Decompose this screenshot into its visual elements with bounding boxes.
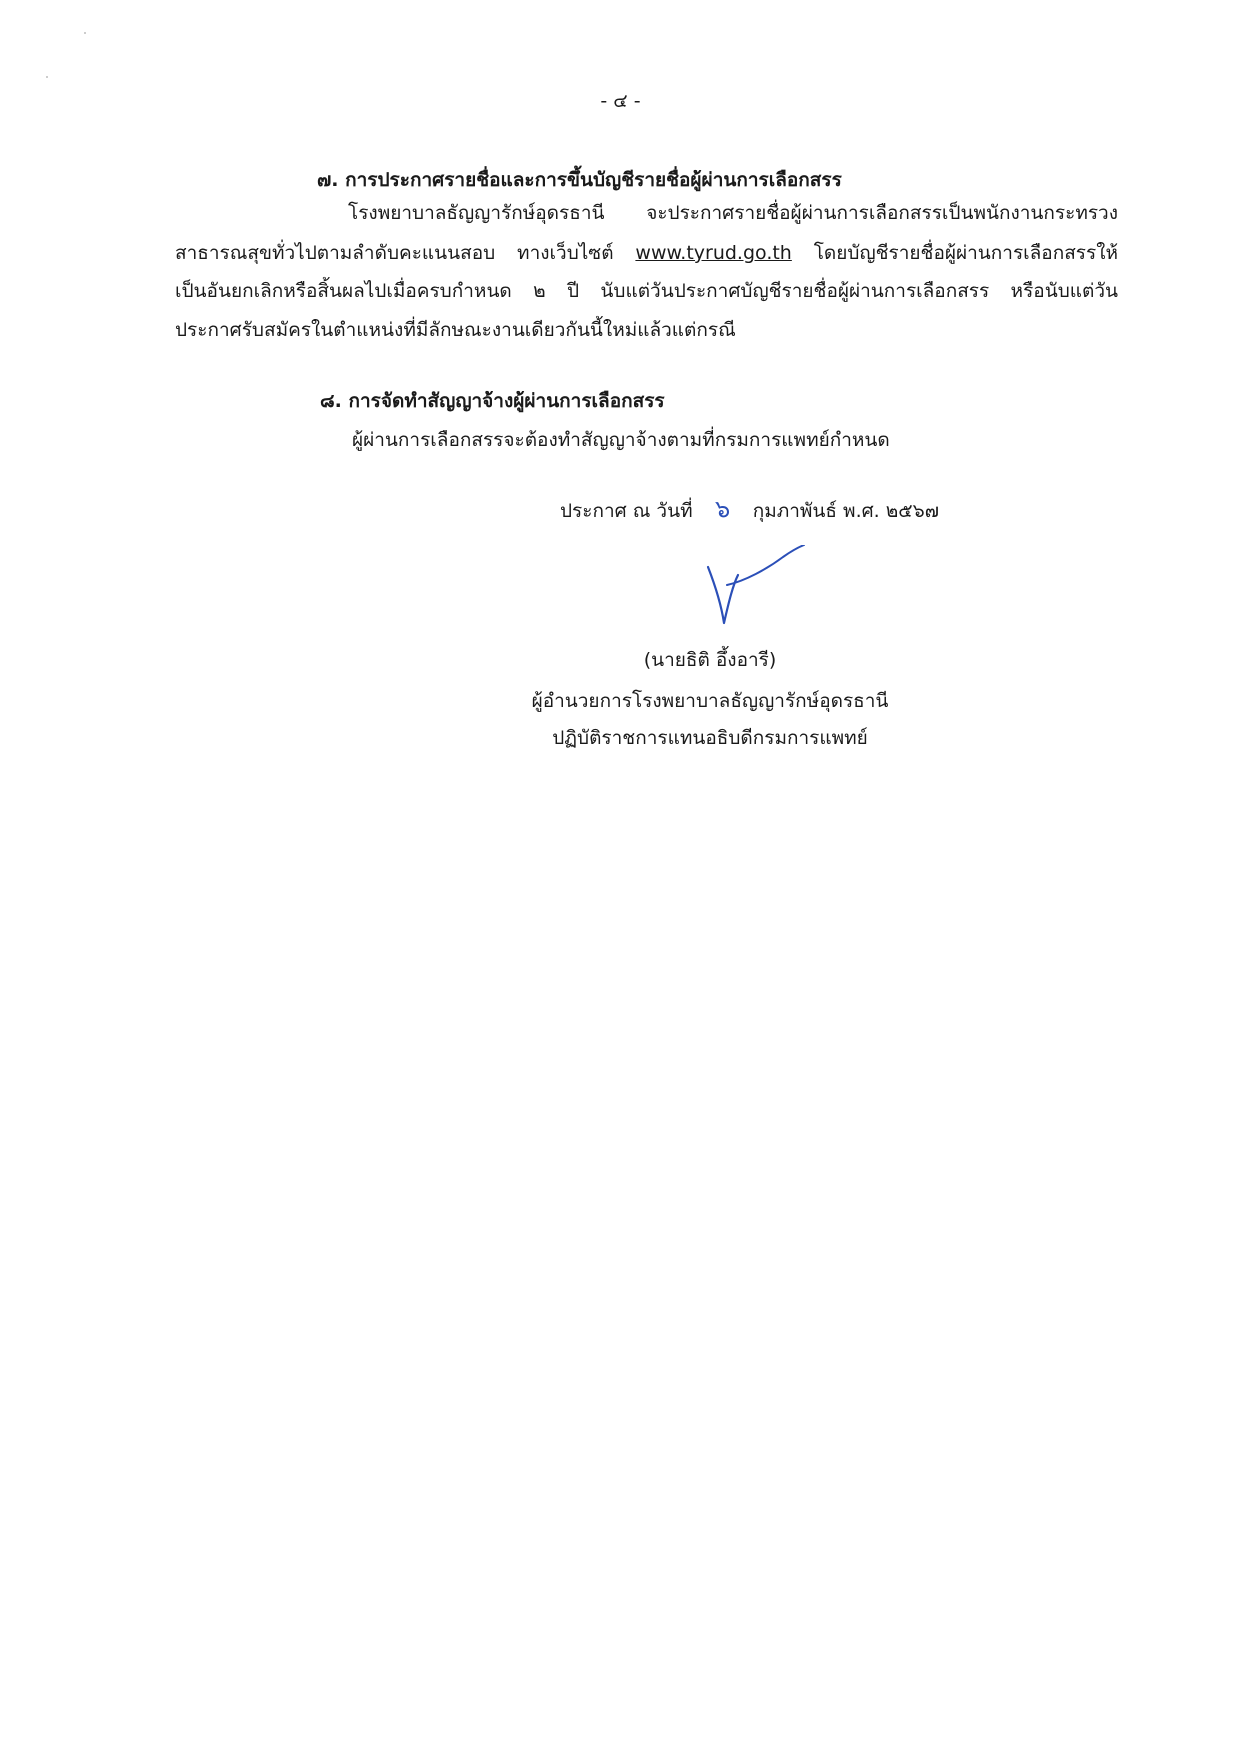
section-7-line-4: ประกาศรับสมัครในตำแหน่งที่มีลักษณะงานเดียวกันนี้ใหม่แล้วแต่กรณี — [175, 319, 736, 341]
section-7-line-1: โรงพยาบาลธัญญารักษ์อุดรธานี จะประกาศรายชื่อผู้ผ่านการเลือกสรรเป็นพนักงานกระทรวง — [348, 202, 1118, 224]
announcement-day: ๖ — [715, 495, 731, 523]
page-number: - ๔ - — [600, 90, 641, 112]
section-7-line-2-before: สาธารณสุขทั่วไปตามลำดับคะแนนสอบ ทางเว็บไซต์ — [175, 242, 614, 264]
signatory-name: (นายธิติ อึ้งอารี) — [643, 649, 777, 671]
section-8-line-1: ผู้ผ่านการเลือกสรรจะต้องทำสัญญาจ้างตามที่กรมการแพทย์กำหนด — [352, 429, 890, 451]
signatory-position-1: ผู้อำนวยการโรงพยาบาลธัญญารักษ์อุดรธานี — [531, 690, 889, 712]
scan-speck — [46, 76, 48, 78]
section-7-line-2 — [175, 238, 1118, 268]
signatory-position-2: ปฏิบัติราชการแทนอธิบดีกรมการแพทย์ — [552, 727, 868, 749]
announcement-month-year: กุมภาพันธ์ พ.ศ. ๒๕๖๗ — [752, 500, 940, 522]
signature — [705, 545, 815, 627]
section-7-heading: ๗. การประกาศรายชื่อและการขึ้นบัญชีรายชื่อผู้ผ่านการเลือกสรร — [317, 169, 842, 191]
section-8-heading: ๘. การจัดทำสัญญาจ้างผู้ผ่านการเลือกสรร — [320, 390, 665, 412]
announcement-prefix: ประกาศ ณ วันที่ — [560, 500, 693, 522]
section-7-line-3: เป็นอันยกเลิกหรือสิ้นผลไปเมื่อครบกำหนด ๒ ปี นับแต่วันประกาศบัญชีรายชื่อผู้ผ่านการเลือกสรร หรือนับแต่วัน — [175, 280, 1118, 302]
scan-speck — [84, 32, 86, 34]
website-link[interactable]: www.tyrud.go.th — [635, 242, 792, 264]
announcement-date — [560, 489, 939, 528]
section-7-line-2-after: โดยบัญชีรายชื่อผู้ผ่านการเลือกสรรให้ — [813, 242, 1119, 264]
